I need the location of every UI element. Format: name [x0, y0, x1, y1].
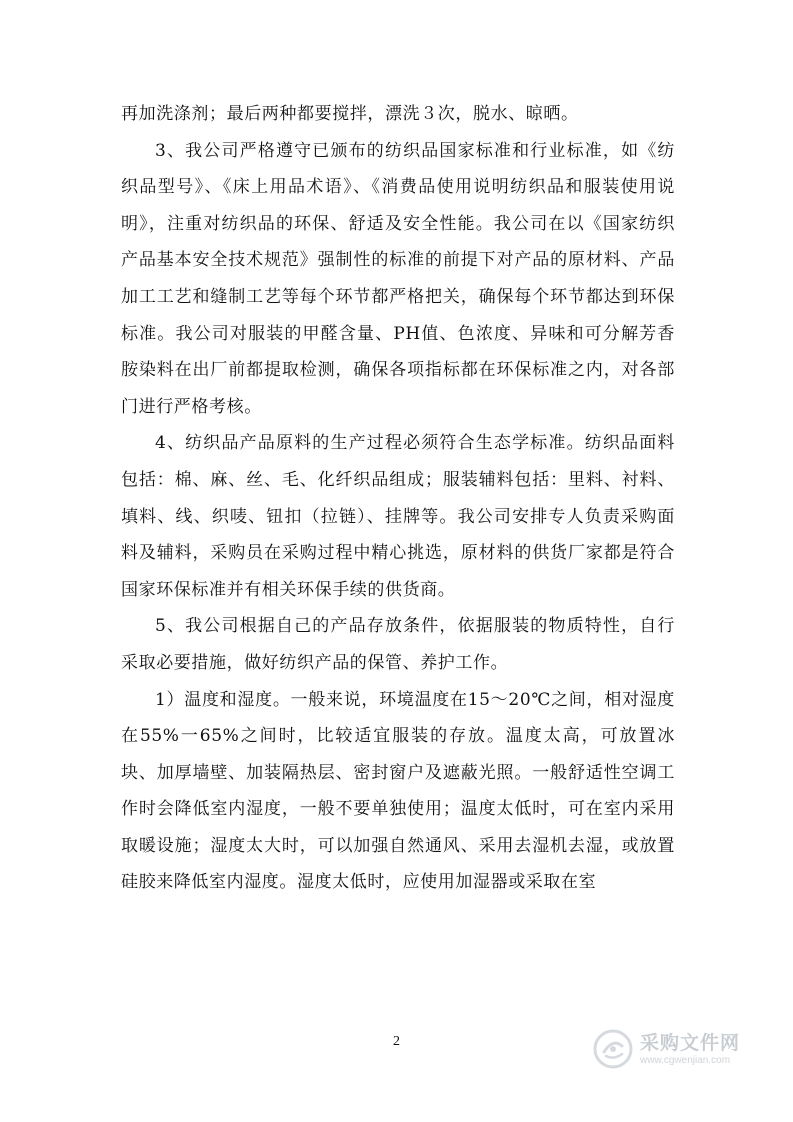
paragraph-item-5: 5、我公司根据自己的产品存放条件，依据服装的物质特性，自行采取必要措施，做好纺织产品的保管、养护工作。 — [121, 616, 675, 673]
paragraph-continuation: 再加洗涤剂；最后两种都要搅拌，漂洗３次，脱水、晾晒。 — [121, 104, 579, 124]
paragraph-item-5-1: 1）温度和湿度。一般来说，环境温度在15～20℃之间，相对湿度在55%一65%之间时，比较适宜服装的存放。温度太高，可放置冰块、加厚墙壁、加装隔热层、密封窗户及遮蔽光照。一般舒适性空调工作时会降低室内湿度，一般不要单独使用；温度太低时，可在室内采用取暖设施；湿度太大时，可以加强自然通风、采用去湿机去湿，或放置硅胶来降低室内湿度。湿度太低时，应使用加湿器或采取在室 — [121, 689, 675, 893]
watermark-logo-icon — [592, 1028, 634, 1070]
document-body — [121, 96, 675, 901]
paragraph-item-4: 4、纺织品产品原料的生产过程必须符合生态学标准。纺织品面料包括：棉、麻、丝、毛、化纤织品组成；服装辅料包括：里料、衬料、填料、线、织唛、钮扣（拉链）、挂牌等。我公司安排专人负责采购面料及辅料，采购员在采购过程中精心挑选，原材料的供货厂家都是符合国家环保标准并有相关环保手续的供货商。 — [121, 433, 675, 600]
watermark-url: www.cgwenjian.com — [640, 1055, 731, 1066]
watermark — [592, 1024, 757, 1074]
paragraph-item-3: 3、我公司严格遵守已颁布的纺织品国家标准和行业标准，如《纺织品型号》、《床上用品术语》、《消费品使用说明纺织品和服装使用说明》，注重对纺织品的环保、舒适及安全性能。我公司在以《国家纺织产品基本安全技术规范》强制性的标准的前提下对产品的原材料、产品加工工艺和缝制工艺等每个环节都严格把关，确保每个环节都达到环保标准。我公司对服装的甲醛含量、PH值、色浓度、异味和可分解芳香胺染料在出厂前都提取检测，确保各项指标都在环保标准之内，对各部门进行严格考核。 — [121, 140, 675, 417]
page-number: 2 — [393, 1034, 400, 1049]
watermark-text — [640, 1031, 740, 1067]
watermark-title: 采购文件网 — [640, 1032, 741, 1054]
